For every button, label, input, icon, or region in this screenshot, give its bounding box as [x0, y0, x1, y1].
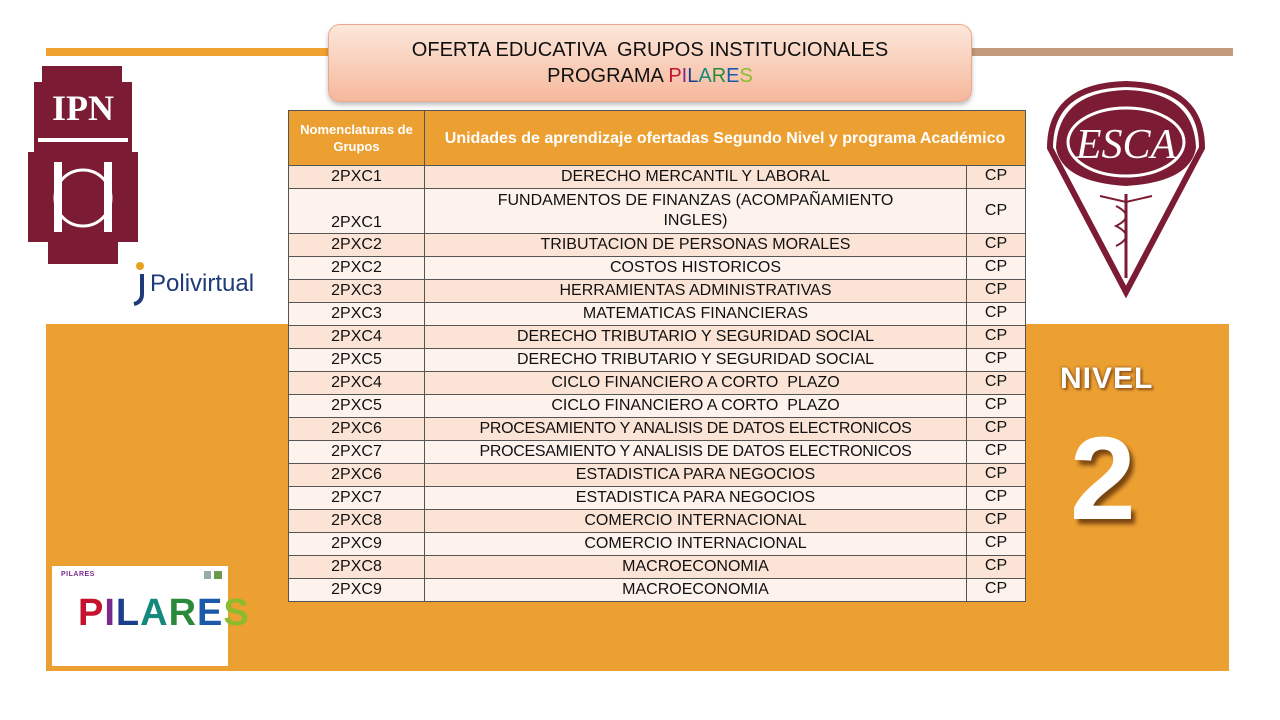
program-cell: CP	[967, 510, 1026, 533]
program-cell: CP	[967, 579, 1026, 602]
program-cell: CP	[967, 372, 1026, 395]
group-cell: 2PXC5	[289, 349, 425, 372]
program-cell: CP	[967, 257, 1026, 280]
unit-cell: COMERCIO INTERNACIONAL	[425, 510, 967, 533]
group-cell: 2PXC9	[289, 533, 425, 556]
level-number: 2	[1070, 413, 1136, 545]
pilares-letter: S	[739, 65, 753, 87]
program-cell: CP	[967, 303, 1026, 326]
program-cell: CP	[967, 533, 1026, 556]
group-cell: 2PXC9	[289, 579, 425, 602]
title-line-2	[547, 65, 753, 87]
table-row	[289, 510, 1026, 533]
program-cell: CP	[967, 487, 1026, 510]
top-accent-line-left	[46, 48, 336, 56]
pilares-big-logo	[78, 592, 250, 635]
unit-cell: PROCESAMIENTO Y ANALISIS DE DATOS ELECTRONICOS	[425, 441, 967, 464]
group-cell: 2PXC7	[289, 441, 425, 464]
table-row	[289, 395, 1026, 418]
pilares-letter: R	[711, 65, 727, 87]
group-cell: 2PXC3	[289, 280, 425, 303]
table-row	[289, 464, 1026, 487]
group-cell: 2PXC8	[289, 556, 425, 579]
unit-cell: TRIBUTACION DE PERSONAS MORALES	[425, 234, 967, 257]
table-row	[289, 556, 1026, 579]
unit-cell: COMERCIO INTERNACIONAL	[425, 533, 967, 556]
unit-cell: DERECHO TRIBUTARIO Y SEGURIDAD SOCIAL	[425, 349, 967, 372]
pilares-letter: I	[681, 65, 688, 87]
pilares-small-logo: PILARES	[61, 571, 95, 578]
pilares-letter: L	[687, 65, 699, 87]
unit-cell: CICLO FINANCIERO A CORTO PLAZO	[425, 395, 967, 418]
pilares-letter: L	[115, 592, 141, 634]
pilares-letter: A	[140, 592, 169, 634]
table-row	[289, 257, 1026, 280]
header-units: Unidades de aprendizaje ofertadas Segundo Nivel y programa Académico	[425, 111, 1026, 166]
government-seal-icon	[204, 571, 222, 579]
program-cell: CP	[967, 280, 1026, 303]
group-cell: 2PXC5	[289, 395, 425, 418]
table-row	[289, 533, 1026, 556]
group-cell: 2PXC2	[289, 257, 425, 280]
title-box	[328, 24, 972, 102]
program-cell: CP	[967, 166, 1026, 189]
table-row	[289, 441, 1026, 464]
pilares-letter: E	[726, 65, 740, 87]
program-cell: CP	[967, 556, 1026, 579]
pilares-card	[52, 566, 250, 666]
unit-cell: PROCESAMIENTO Y ANALISIS DE DATOS ELECTRONICOS	[425, 418, 967, 441]
unit-cell: MACROECONOMIA	[425, 556, 967, 579]
group-cell: 2PXC3	[289, 303, 425, 326]
ipn-logo	[24, 58, 142, 272]
program-cell: CP	[967, 464, 1026, 487]
program-cell: CP	[967, 395, 1026, 418]
program-cell: CP	[967, 189, 1026, 234]
pilares-letter: I	[104, 592, 116, 634]
unit-cell: DERECHO TRIBUTARIO Y SEGURIDAD SOCIAL	[425, 326, 967, 349]
courses-table	[288, 110, 1026, 602]
title-line-1: OFERTA EDUCATIVA GRUPOS INSTITUCIONALES	[411, 39, 889, 61]
table-row	[289, 487, 1026, 510]
table-row	[289, 280, 1026, 303]
title-line-2-prefix: PROGRAMA	[547, 65, 669, 87]
table-row	[289, 326, 1026, 349]
unit-cell: ESTADISTICA PARA NEGOCIOS	[425, 487, 967, 510]
unit-cell: ESTADISTICA PARA NEGOCIOS	[425, 464, 967, 487]
ipn-logo-lettering: IPN	[52, 88, 114, 128]
unit-cell: MATEMATICAS FINANCIERAS	[425, 303, 967, 326]
table-row	[289, 166, 1026, 189]
table-row	[289, 349, 1026, 372]
pilares-letter: P	[78, 592, 105, 634]
unit-cell: CICLO FINANCIERO A CORTO PLAZO	[425, 372, 967, 395]
group-cell: 2PXC4	[289, 372, 425, 395]
pilares-letter: P	[668, 65, 682, 87]
table-row	[289, 579, 1026, 602]
group-cell: 2PXC6	[289, 464, 425, 487]
polivirtual-logo	[128, 260, 278, 306]
pilares-letter: A	[698, 65, 712, 87]
program-cell: CP	[967, 234, 1026, 257]
pilares-letter: S	[223, 592, 250, 634]
program-cell: CP	[967, 349, 1026, 372]
table-header-row	[289, 111, 1026, 166]
pilares-wordmark	[668, 65, 753, 87]
table-row	[289, 234, 1026, 257]
esca-lettering: ESCA	[1075, 122, 1177, 168]
program-cell: CP	[967, 441, 1026, 464]
group-cell: 2PXC7	[289, 487, 425, 510]
level-label: NIVEL	[1060, 362, 1154, 395]
pilares-letter: R	[168, 592, 198, 634]
unit-cell: MACROECONOMIA	[425, 579, 967, 602]
group-cell: 2PXC1	[289, 189, 425, 234]
polivirtual-i-icon	[128, 260, 150, 306]
program-cell: CP	[967, 418, 1026, 441]
esca-logo	[1040, 78, 1212, 298]
group-cell: 2PXC6	[289, 418, 425, 441]
table-row	[289, 418, 1026, 441]
top-accent-line-right	[968, 48, 1233, 56]
unit-cell: FUNDAMENTOS DE FINANZAS (ACOMPAÑAMIENTO INGLES)	[425, 189, 967, 234]
group-cell: 2PXC2	[289, 234, 425, 257]
program-cell: CP	[967, 326, 1026, 349]
unit-cell: HERRAMIENTAS ADMINISTRATIVAS	[425, 280, 967, 303]
table-row	[289, 372, 1026, 395]
unit-cell: COSTOS HISTORICOS	[425, 257, 967, 280]
table-row	[289, 189, 1026, 234]
pilares-letter: E	[197, 592, 224, 634]
group-cell: 2PXC4	[289, 326, 425, 349]
group-cell: 2PXC1	[289, 166, 425, 189]
header-groups: Nomenclaturas de Grupos	[289, 111, 425, 166]
polivirtual-text: Polivirtual	[150, 270, 255, 297]
unit-cell: DERECHO MERCANTIL Y LABORAL	[425, 166, 967, 189]
group-cell: 2PXC8	[289, 510, 425, 533]
table-row	[289, 303, 1026, 326]
